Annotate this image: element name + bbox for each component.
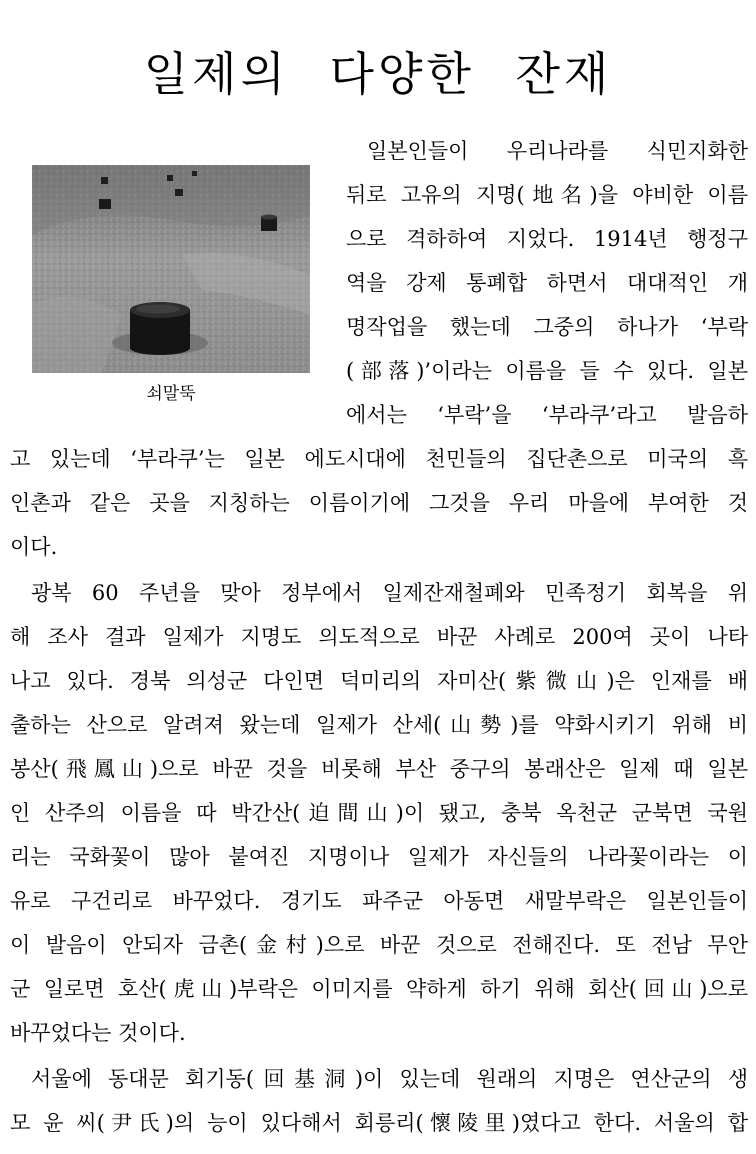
- text-line: 고 있는데 ‘부라쿠’는 일본 에도시대에 천민들의 집단촌으로 미국의 흑: [10, 447, 748, 471]
- text-line: 이 발음이 안되자 금촌(金村)으로 바꾼 것으로 전해진다. 또 전남 무안: [10, 933, 748, 957]
- figure-caption: 쇠말뚝: [146, 384, 196, 404]
- text-line: 이다.: [10, 535, 58, 559]
- text-line: 바꾸었다는 것이다.: [10, 1021, 186, 1045]
- text-line: 리는 국화꽃이 많아 붙여진 지명이나 일제가 자신들의 나라꽃이라는 이: [10, 845, 748, 869]
- text-line: 인 산주의 이름을 따 박간산(迫間山)이 됐고, 충북 옥천군 군북면 국원: [10, 801, 748, 825]
- text-line: 유로 구건리로 바꾸었다. 경기도 파주군 아동면 새말부락은 일본인들이: [10, 889, 748, 913]
- figure: [32, 165, 310, 407]
- text-line-content: 일본인들이 우리나라를 식민지화한: [367, 139, 748, 163]
- text-line: (部落)’이라는 이름을 들 수 있다. 일본: [346, 359, 748, 383]
- text-line: 에서는 ‘부락’을 ‘부라쿠’라고 발음하: [346, 403, 748, 427]
- page-title: 일제의 다양한 잔재: [143, 46, 613, 101]
- text-line: 해 조사 결과 일제가 지명도 의도적으로 바꾼 사례로 200여 곳이 나타: [10, 625, 748, 649]
- text-line: 명작업을 했는데 그중의 하나가 ‘부락: [346, 315, 748, 339]
- text-line-content: 광복 60 주년을 맞아 정부에서 일제잔재철폐와 민족정기 회복을 위: [31, 581, 748, 605]
- text-line: 인촌과 같은 곳을 지칭하는 이름이기에 그것을 우리 마을에 부여한 것: [10, 491, 748, 515]
- text-line-content: 서울에 동대문 회기동(回基洞)이 있는데 원래의 지명은 연산군의 생: [31, 1067, 748, 1091]
- text-line: [346, 136, 748, 166]
- text-line: 으로 격하하여 지었다. 1914년 행정구: [346, 227, 748, 251]
- text-line: [10, 578, 748, 608]
- text-line: [10, 1064, 748, 1094]
- text-line: 모 윤 씨(尹氏)의 능이 있다해서 회릉리(懷陵里)였다고 한다. 서울의 합: [10, 1111, 748, 1135]
- text-line: 군 일로면 호산(虎山)부락은 이미지를 약하게 하기 위해 회산(回山)으로: [10, 977, 748, 1001]
- text-line: 뒤로 고유의 지명(地名)을 야비한 이름: [346, 183, 748, 207]
- text-line: 봉산(飛鳳山)으로 바꾼 것을 비롯해 부산 중구의 봉래산은 일제 때 일본: [10, 757, 748, 781]
- iron-stake-photo: [32, 165, 310, 373]
- text-line: 역을 강제 통폐합 하면서 대대적인 개: [346, 271, 748, 295]
- text-line: 나고 있다. 경북 의성군 다인면 덕미리의 자미산(紫微山)은 인재를 배: [10, 669, 748, 693]
- text-line: 출하는 산으로 알려져 왔는데 일제가 산세(山勢)를 약화시키기 위해 비: [10, 713, 748, 737]
